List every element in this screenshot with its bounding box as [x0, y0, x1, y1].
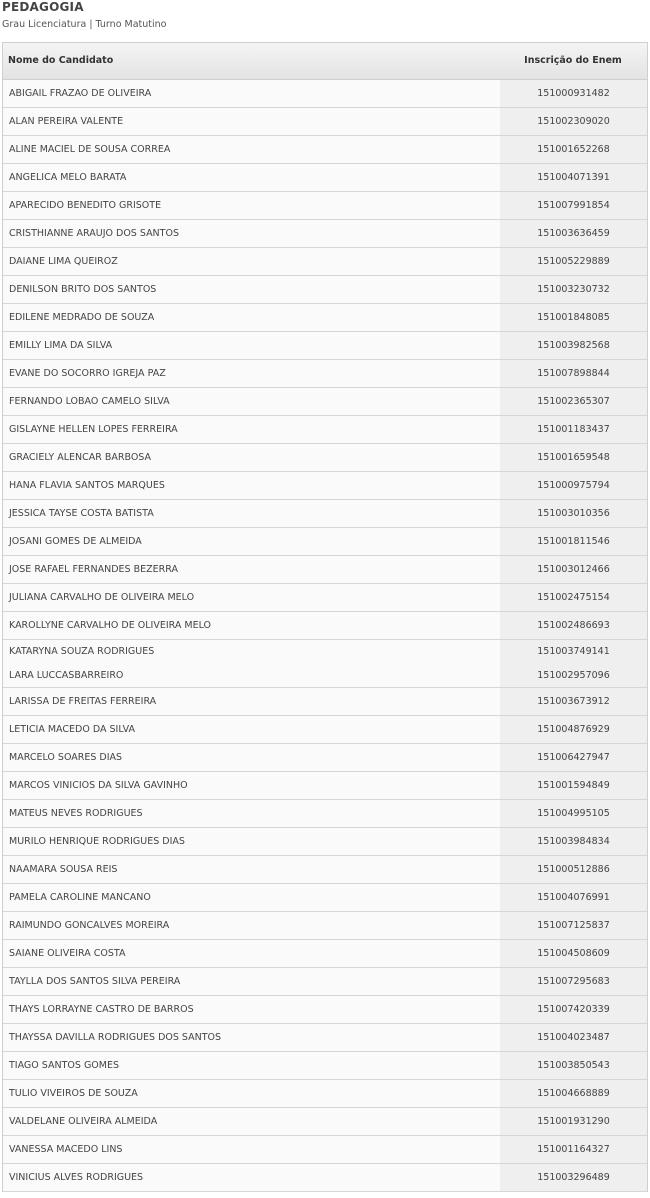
page-title: PEDAGOGIA — [2, 0, 84, 14]
enem-registration: 151001659548 — [500, 444, 647, 471]
enem-registration: 151001594849 — [500, 772, 647, 799]
enem-registration: 151005229889 — [500, 248, 647, 275]
candidate-name: MARCOS VINICIOS DA SILVA GAVINHO — [3, 772, 500, 799]
table-row — [3, 360, 647, 388]
table-row — [3, 528, 647, 556]
table-row — [3, 472, 647, 500]
enem-registration: 151003296489 — [500, 1164, 647, 1191]
table-row — [3, 912, 647, 940]
table-header — [3, 43, 647, 80]
enem-registration: 151003230732 — [500, 276, 647, 303]
table-row — [3, 444, 647, 472]
candidate-name: NAAMARA SOUSA REIS — [3, 856, 500, 883]
table-row — [3, 828, 647, 856]
enem-registration: 151004876929 — [500, 716, 647, 743]
table-row — [3, 164, 647, 192]
enem-registration: 151003012466 — [500, 556, 647, 583]
table-row — [3, 996, 647, 1024]
table-row — [3, 332, 647, 360]
candidate-name: KATARYNA SOUZA RODRIGUES — [3, 640, 500, 664]
enem-registration: 151004668889 — [500, 1080, 647, 1107]
enem-registration: 151004023487 — [500, 1024, 647, 1051]
enem-registration: 151003850543 — [500, 1052, 647, 1079]
enem-registration: 151004071391 — [500, 164, 647, 191]
enem-registration: 151006427947 — [500, 744, 647, 771]
table-row — [3, 1164, 647, 1192]
page-subtitle: Grau Licenciatura | Turno Matutino — [2, 19, 167, 30]
candidate-name: MATEUS NEVES RODRIGUES — [3, 800, 500, 827]
table-row — [3, 968, 647, 996]
table-row — [3, 940, 647, 968]
table-row — [3, 388, 647, 416]
table-row — [3, 800, 647, 828]
enem-registration: 151000931482 — [500, 80, 647, 107]
candidate-name: MARCELO SOARES DIAS — [3, 744, 500, 771]
candidate-name: LARA LUCCASBARREIRO — [3, 664, 500, 687]
candidate-name: JULIANA CARVALHO DE OLIVEIRA MELO — [3, 584, 500, 611]
candidate-name: ALAN PEREIRA VALENTE — [3, 108, 500, 135]
enem-registration: 151002957096 — [500, 664, 647, 687]
table-row — [3, 856, 647, 884]
candidate-name: DAIANE LIMA QUEIROZ — [3, 248, 500, 275]
candidate-name: HANA FLAVIA SANTOS MARQUES — [3, 472, 500, 499]
candidate-name: MURILO HENRIQUE RODRIGUES DIAS — [3, 828, 500, 855]
table-row — [3, 1108, 647, 1136]
table-row — [3, 220, 647, 248]
enem-registration: 151003749141 — [500, 640, 647, 664]
table-row — [3, 640, 647, 664]
enem-registration: 151003982568 — [500, 332, 647, 359]
table-row — [3, 1024, 647, 1052]
table-row — [3, 664, 647, 688]
enem-registration: 151002486693 — [500, 612, 647, 639]
enem-registration: 151000512886 — [500, 856, 647, 883]
enem-registration: 151001811546 — [500, 528, 647, 555]
table-row — [3, 80, 647, 108]
candidate-name: TAYLLA DOS SANTOS SILVA PEREIRA — [3, 968, 500, 995]
enem-registration: 151004995105 — [500, 800, 647, 827]
enem-registration: 151002365307 — [500, 388, 647, 415]
table-row — [3, 248, 647, 276]
candidate-name: EMILLY LIMA DA SILVA — [3, 332, 500, 359]
column-header-enem: Inscrição do Enem — [524, 55, 622, 66]
table-row — [3, 500, 647, 528]
enem-registration: 151001164327 — [500, 1136, 647, 1163]
enem-registration: 151001183437 — [500, 416, 647, 443]
candidate-name: JESSICA TAYSE COSTA BATISTA — [3, 500, 500, 527]
enem-registration: 151007991854 — [500, 192, 647, 219]
table-row — [3, 884, 647, 912]
candidate-name: JOSANI GOMES DE ALMEIDA — [3, 528, 500, 555]
candidate-name: CRISTHIANNE ARAUJO DOS SANTOS — [3, 220, 500, 247]
candidate-name: DENILSON BRITO DOS SANTOS — [3, 276, 500, 303]
candidate-name: VANESSA MACEDO LINS — [3, 1136, 500, 1163]
candidates-table — [2, 42, 648, 1192]
candidate-name: ALINE MACIEL DE SOUSA CORREA — [3, 136, 500, 163]
table-row — [3, 1136, 647, 1164]
table-row — [3, 556, 647, 584]
candidate-name: EVANE DO SOCORRO IGREJA PAZ — [3, 360, 500, 387]
enem-registration: 151004076991 — [500, 884, 647, 911]
enem-registration: 151003010356 — [500, 500, 647, 527]
candidate-name: VALDELANE OLIVEIRA ALMEIDA — [3, 1108, 500, 1135]
enem-registration: 151007420339 — [500, 996, 647, 1023]
table-row — [3, 416, 647, 444]
candidate-name: KAROLLYNE CARVALHO DE OLIVEIRA MELO — [3, 612, 500, 639]
enem-registration: 151007898844 — [500, 360, 647, 387]
enem-registration: 151001652268 — [500, 136, 647, 163]
table-row — [3, 192, 647, 220]
candidate-name: GISLAYNE HELLEN LOPES FERREIRA — [3, 416, 500, 443]
table-row — [3, 136, 647, 164]
table-row — [3, 276, 647, 304]
candidate-name: ABIGAIL FRAZAO DE OLIVEIRA — [3, 80, 500, 107]
candidate-name: RAIMUNDO GONCALVES MOREIRA — [3, 912, 500, 939]
table-row — [3, 772, 647, 800]
candidate-name: VINICIUS ALVES RODRIGUES — [3, 1164, 500, 1191]
table-row — [3, 716, 647, 744]
table-row — [3, 304, 647, 332]
candidate-name: SAIANE OLIVEIRA COSTA — [3, 940, 500, 967]
column-header-name: Nome do Candidato — [8, 55, 114, 66]
table-row — [3, 1080, 647, 1108]
table-body — [3, 80, 647, 1192]
candidate-name: ANGELICA MELO BARATA — [3, 164, 500, 191]
candidate-name: GRACIELY ALENCAR BARBOSA — [3, 444, 500, 471]
enem-registration: 151001931290 — [500, 1108, 647, 1135]
table-row — [3, 612, 647, 640]
table-row — [3, 744, 647, 772]
candidate-name: APARECIDO BENEDITO GRISOTE — [3, 192, 500, 219]
candidate-name: LARISSA DE FREITAS FERREIRA — [3, 688, 500, 715]
table-row — [3, 108, 647, 136]
enem-registration: 151001848085 — [500, 304, 647, 331]
enem-registration: 151007295683 — [500, 968, 647, 995]
candidate-name: THAYS LORRAYNE CASTRO DE BARROS — [3, 996, 500, 1023]
enem-registration: 151003673912 — [500, 688, 647, 715]
candidate-name: PAMELA CAROLINE MANCANO — [3, 884, 500, 911]
table-row — [3, 1052, 647, 1080]
enem-registration: 151003636459 — [500, 220, 647, 247]
candidate-name: JOSE RAFAEL FERNANDES BEZERRA — [3, 556, 500, 583]
table-row — [3, 584, 647, 612]
enem-registration: 151000975794 — [500, 472, 647, 499]
candidate-name: THAYSSA DAVILLA RODRIGUES DOS SANTOS — [3, 1024, 500, 1051]
enem-registration: 151002475154 — [500, 584, 647, 611]
enem-registration: 151007125837 — [500, 912, 647, 939]
candidate-name: TIAGO SANTOS GOMES — [3, 1052, 500, 1079]
enem-registration: 151004508609 — [500, 940, 647, 967]
enem-registration: 151003984834 — [500, 828, 647, 855]
candidate-name: LETICIA MACEDO DA SILVA — [3, 716, 500, 743]
candidate-name: EDILENE MEDRADO DE SOUZA — [3, 304, 500, 331]
candidate-name: TULIO VIVEIROS DE SOUZA — [3, 1080, 500, 1107]
candidate-name: FERNANDO LOBAO CAMELO SILVA — [3, 388, 500, 415]
table-row — [3, 688, 647, 716]
enem-registration: 151002309020 — [500, 108, 647, 135]
